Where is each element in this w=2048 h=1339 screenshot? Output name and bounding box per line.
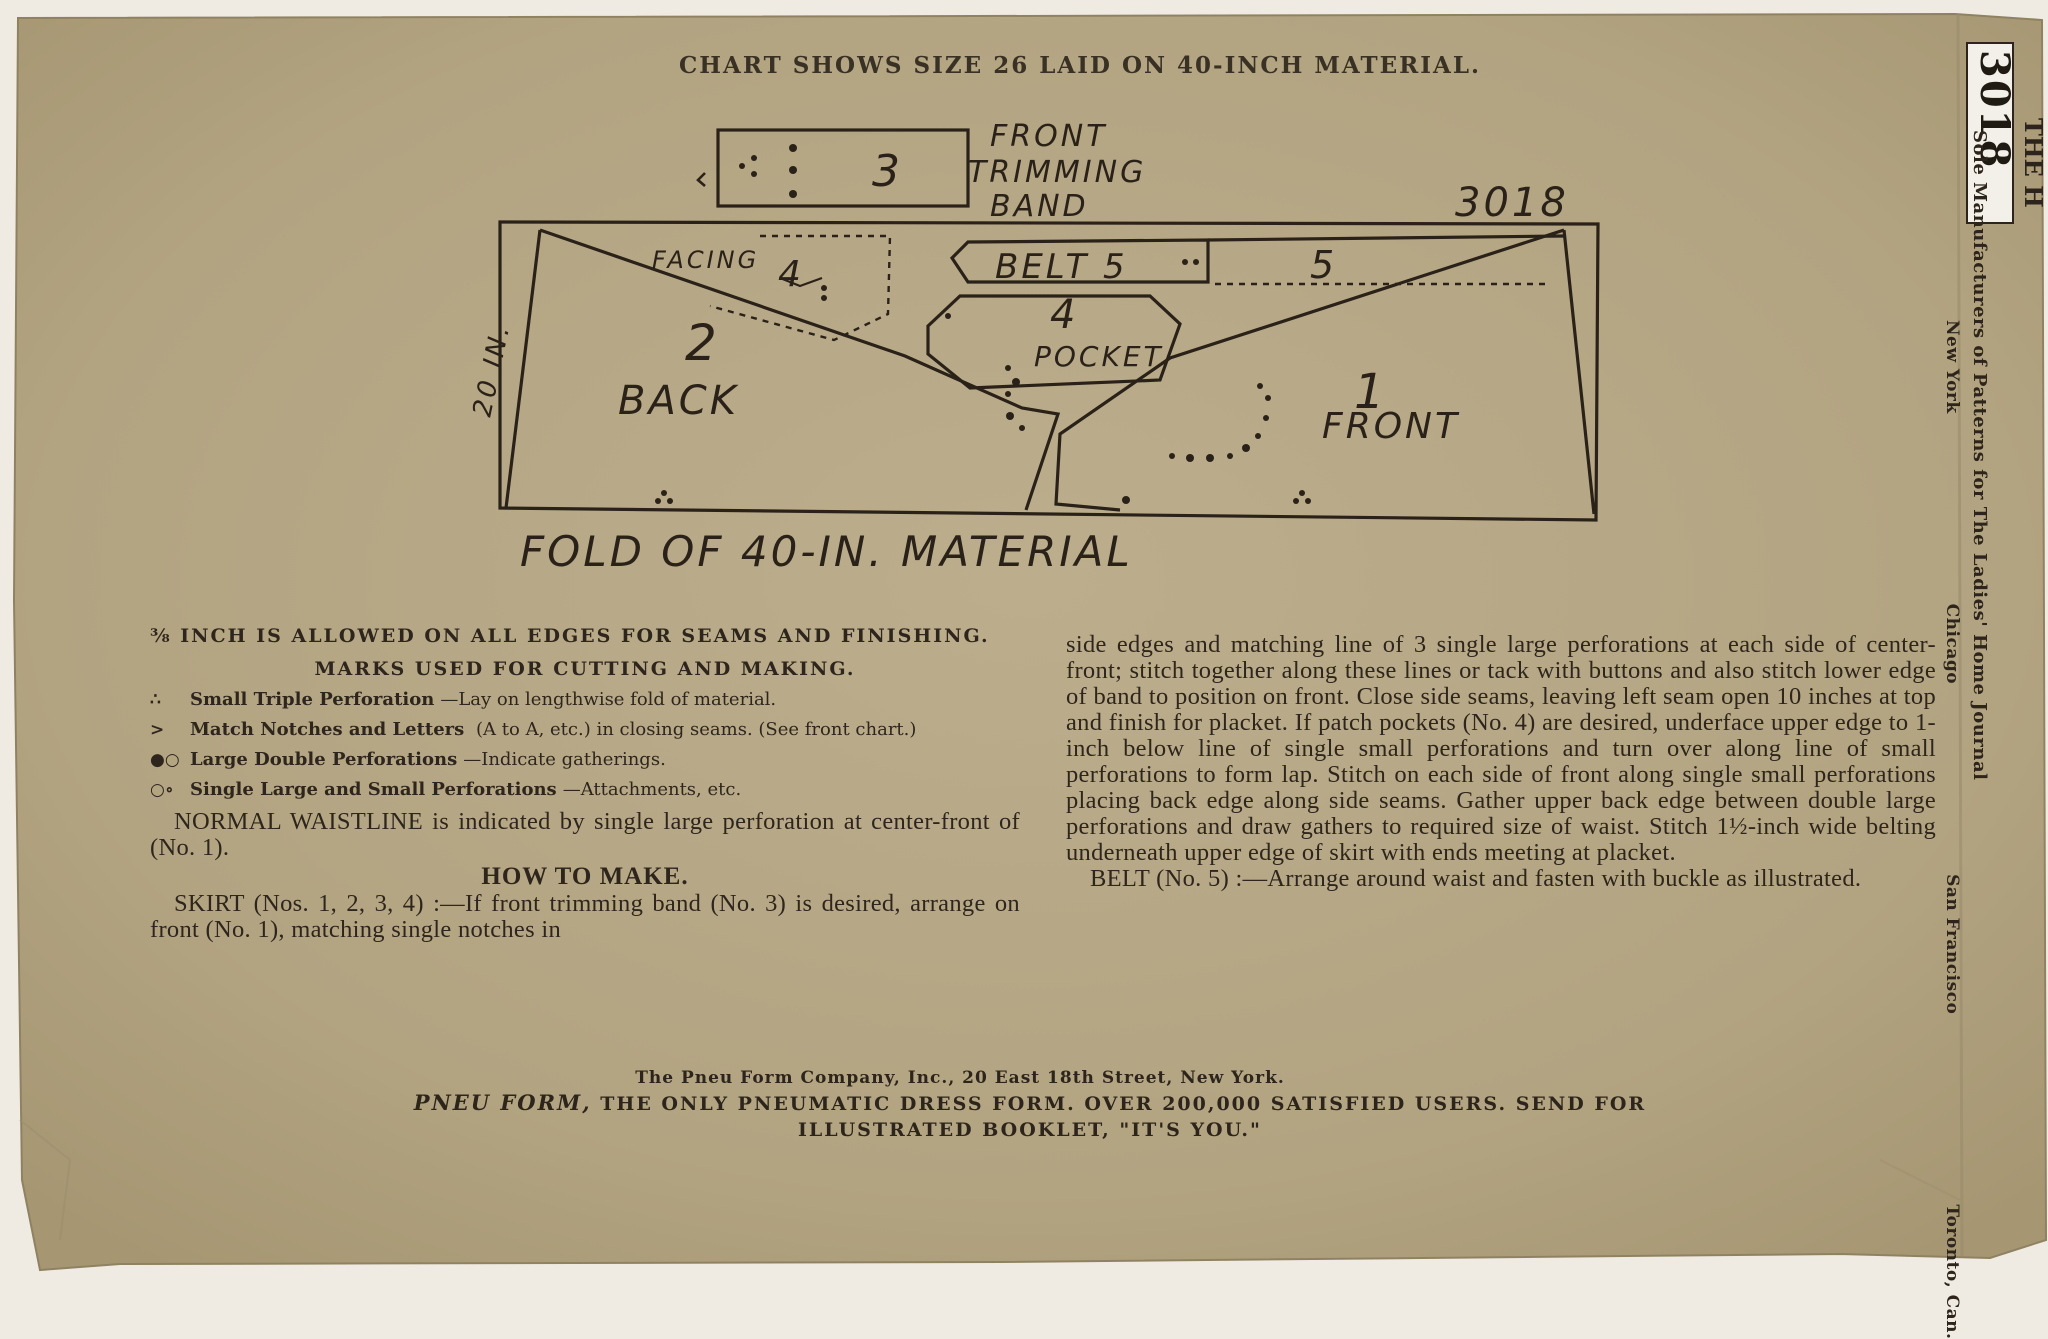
mark-single-perforations: ○∘ Single Large and Small Perforations —Attachments, etc. (150, 779, 742, 800)
side-manufacturer: Sole Manufacturers of Patterns for The Ladies' Home Journal (1969, 130, 1990, 781)
front-side-edge (1564, 230, 1594, 514)
belt-label: BELT 5 (995, 247, 1128, 287)
facing-number: 4 (778, 254, 804, 295)
front-label: FRONT (1322, 406, 1460, 447)
back-label: BACK (618, 378, 739, 424)
facing-label: FACING (652, 246, 760, 274)
trim-band-label-1: FRONT (990, 119, 1108, 154)
pocket-number: 4 (1050, 292, 1079, 338)
footer-advertisement (300, 1068, 1760, 1141)
trim-band-number: 3 (872, 146, 903, 197)
city-chicago: Chicago (1942, 603, 1962, 685)
perforation-marks (655, 144, 1311, 504)
city-toronto: Toronto, Can. (1942, 1204, 1962, 1339)
footer-line-3: ILLUSTRATED BOOKLET, "IT'S YOU." (798, 1119, 1262, 1141)
triple-perforation-icon: ∴ (150, 690, 161, 710)
skirt-instructions-continued: side edges and matching line of 3 single large perforations at each side of center-front; stitch together along these lines or tack with buttons and also stitch lower edge of band to position on front. Close side seams, leaving left seam open 10 inches at top and finish for placket. If patch pockets (No. 4) are desired, underface upper edge to 1-inch below line of single small perforations and turn over along line of small perforations to form lap. Stitch on each side of front along single small perforations placing back edge along side seams. Gather upper back edge between double large perforations and draw gathers to required size of waist. Stitch 1½-inch wide belting underneath upper edge of skirt with ends meeting at placket. (1066, 631, 1936, 866)
instructions-left (150, 625, 1020, 943)
back-number: 2 (685, 314, 720, 372)
mark-notches: > Match Notches and Letters (A to A, etc.) in closing seams. (See front chart.) (150, 719, 917, 740)
seam-allowance: ⅜ INCH IS ALLOWED ON ALL EDGES FOR SEAMS AND FINISHING. (150, 625, 990, 647)
pattern-number: 3018 (1971, 50, 2018, 170)
back-side-edge (506, 230, 540, 508)
footer-line-2: PNEU FORM, THE ONLY PNEUMATIC DRESS FORM. OVER 200,000 SATISFIED USERS. SEND FOR (413, 1090, 1647, 1115)
front-number: 1 (1354, 364, 1388, 420)
mark-double-perforations: ●○ Large Double Perforations —Indicate gatherings. (150, 749, 666, 770)
single-perforation-icon: ○∘ (150, 780, 174, 800)
pattern-number-chart: 3018 (1455, 180, 1569, 226)
trim-band-piece (718, 130, 968, 206)
side-heading: THE H (2019, 118, 2048, 208)
waistline-text: NORMAL WAISTLINE is indicated by single large perforation at center-front of (No. 1). (150, 808, 1020, 861)
city-new-york: New York (1942, 320, 1962, 414)
notch-icon: > (150, 720, 165, 740)
footer-company: The Pneu Form Company, Inc., 20 East 18th Street, New York. (635, 1068, 1285, 1088)
width-label: 20 IN. (467, 320, 517, 420)
how-to-make-heading: HOW TO MAKE. (481, 863, 689, 890)
belt-instructions: BELT (No. 5) :—Arrange around waist and fasten with buckle as illustrated. (1090, 865, 1862, 892)
belt-2-number: 5 (1310, 243, 1338, 287)
fold-label: FOLD OF 40-IN. MATERIAL (520, 527, 1133, 576)
skirt-instructions-start: SKIRT (Nos. 1, 2, 3, 4) :—If front trimming band (No. 3) is desired, arrange on front (No. 1), matching single notches in (150, 890, 1020, 943)
double-perforation-icon: ●○ (150, 750, 180, 770)
trim-band-label-2: TRIMMING (968, 155, 1147, 190)
instructions-right (1066, 632, 1936, 892)
mark-triple-perforation: ∴ Small Triple Perforation —Lay on lengthwise fold of material. (150, 689, 777, 710)
pocket-label: POCKET (1034, 340, 1164, 373)
marks-title: MARKS USED FOR CUTTING AND MAKING. (314, 658, 856, 680)
cutting-chart (460, 118, 1620, 588)
side-cities (1942, 320, 1962, 1339)
city-san-francisco: San Francisco (1942, 874, 1962, 1015)
chart-header: CHART SHOWS SIZE 26 LAID ON 40-INCH MATERIAL. (678, 52, 1481, 79)
footer-brand: PNEU FORM, (413, 1090, 592, 1115)
trim-band-label-3: BAND (990, 189, 1089, 224)
